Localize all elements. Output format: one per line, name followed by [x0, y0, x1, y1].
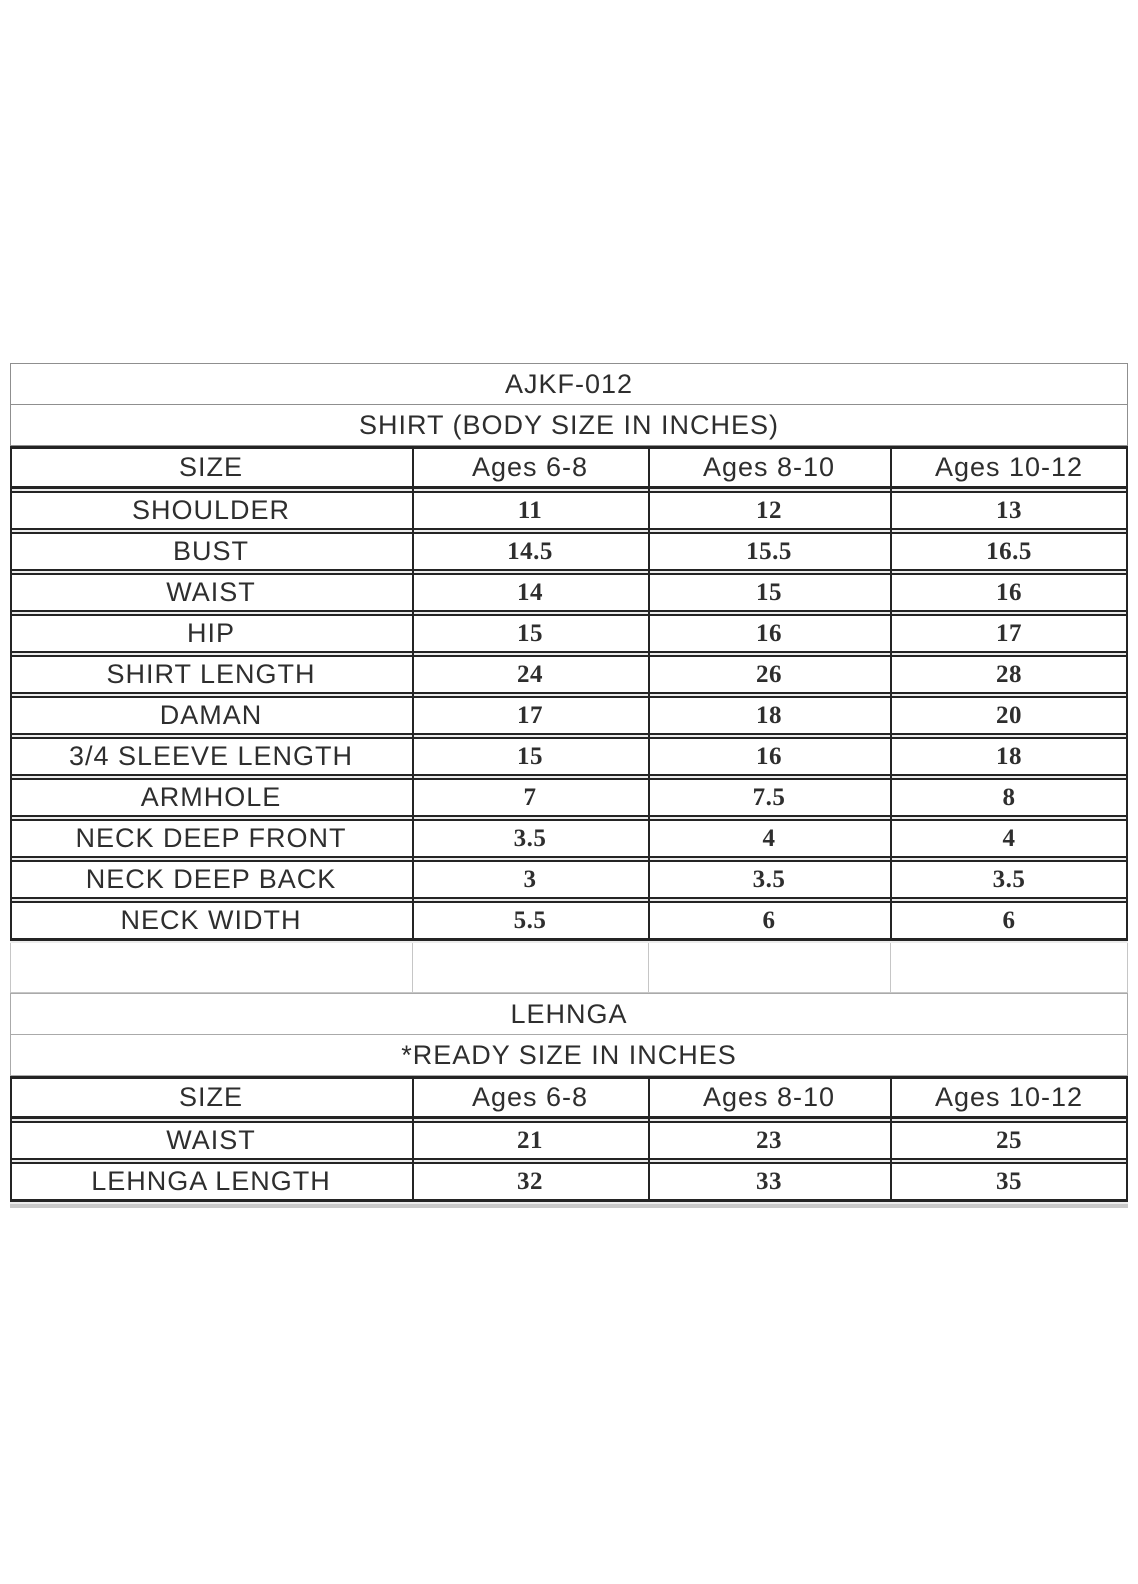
value-cell: 20: [996, 701, 1022, 729]
table-bottom-gridline: [10, 1204, 1128, 1208]
value-cell: 32: [517, 1167, 543, 1195]
table-row-sleeve-length: [10, 737, 1128, 776]
value-cell: 21: [517, 1126, 543, 1154]
header-ages-10-12: Ages 10-12: [934, 1082, 1084, 1112]
value-cell: 6: [762, 906, 776, 934]
column-divider: [890, 446, 892, 941]
column-divider: [412, 446, 414, 941]
value-cell: 16: [756, 742, 782, 770]
header-ages-10-12: Ages 10-12: [934, 452, 1084, 482]
table-row-lehnga-length: [10, 1162, 1128, 1202]
header-size: SIZE: [178, 452, 243, 482]
table-border-left: [10, 1076, 12, 1202]
table-row-shirt-length: [10, 655, 1128, 694]
empty-spreadsheet-row: [10, 943, 1128, 993]
value-cell: 11: [517, 496, 543, 524]
empty-cell: [11, 943, 413, 992]
header-ages-6-8: Ages 6-8: [471, 1082, 589, 1112]
table-row-bust: [10, 532, 1128, 571]
value-cell: 7: [523, 783, 537, 811]
row-label: SHOULDER: [131, 495, 291, 525]
shirt-section-title: SHIRT (BODY SIZE IN INCHES): [358, 409, 780, 440]
value-cell: 17: [996, 619, 1022, 647]
table-row-lehnga-waist: [10, 1121, 1128, 1160]
row-label: NECK WIDTH: [120, 905, 302, 935]
table-row-armhole: [10, 778, 1128, 817]
lehnga-header-row: [10, 1076, 1128, 1119]
value-cell: 17: [517, 701, 543, 729]
table-border-left: [10, 446, 12, 941]
value-cell: 14.5: [507, 537, 553, 565]
row-label: NECK DEEP BACK: [85, 864, 337, 894]
table-row-shoulder: [10, 491, 1128, 530]
value-cell: 35: [996, 1167, 1022, 1195]
value-cell: 25: [996, 1126, 1022, 1154]
table-row-neck-deep-front: [10, 819, 1128, 858]
value-cell: 3.5: [752, 865, 786, 893]
value-cell: 6: [1002, 906, 1016, 934]
row-label: ARMHOLE: [140, 782, 282, 812]
value-cell: 3.5: [513, 824, 547, 852]
table-border-right: [1126, 446, 1128, 941]
table-row-daman: [10, 696, 1128, 735]
table-border-right: [1126, 1076, 1128, 1202]
row-label: WAIST: [166, 577, 256, 607]
column-divider: [890, 1076, 892, 1202]
value-cell: 23: [756, 1126, 782, 1154]
table-row-neck-deep-back: [10, 860, 1128, 899]
empty-cell: [413, 943, 649, 992]
value-cell: 14: [517, 578, 543, 606]
value-cell: 15: [756, 578, 782, 606]
lehnga-section-title-row: [10, 993, 1128, 1035]
value-cell: 33: [756, 1167, 782, 1195]
value-cell: 7.5: [752, 783, 786, 811]
value-cell: 13: [996, 496, 1022, 524]
value-cell: 12: [756, 496, 782, 524]
empty-cell: [891, 943, 1127, 992]
row-label: WAIST: [166, 1125, 256, 1155]
row-label: NECK DEEP FRONT: [75, 823, 347, 853]
shirt-header-row: [10, 446, 1128, 489]
header-ages-8-10: Ages 8-10: [702, 1082, 836, 1112]
value-cell: 16: [996, 578, 1022, 606]
row-label: DAMAN: [159, 700, 263, 730]
header-size: SIZE: [178, 1082, 243, 1112]
lehnga-section-title: LEHNGA: [510, 998, 628, 1029]
value-cell: 24: [517, 660, 543, 688]
column-divider: [648, 1076, 650, 1202]
value-cell: 15: [517, 742, 543, 770]
value-cell: 16: [756, 619, 782, 647]
empty-cell: [649, 943, 891, 992]
table-row-waist: [10, 573, 1128, 612]
value-cell: 15.5: [746, 537, 792, 565]
column-divider: [648, 446, 650, 941]
value-cell: 26: [756, 660, 782, 688]
lehnga-note-row: [10, 1034, 1128, 1076]
lehnga-note: *READY SIZE IN INCHES: [401, 1039, 737, 1070]
value-cell: 8: [1002, 783, 1016, 811]
row-label: LEHNGA LENGTH: [91, 1166, 331, 1196]
value-cell: 4: [762, 824, 776, 852]
row-label: BUST: [172, 536, 249, 566]
table-row-hip: [10, 614, 1128, 653]
lehnga-size-table: [10, 1076, 1128, 1202]
value-cell: 28: [996, 660, 1022, 688]
row-label: 3/4 SLEEVE LENGTH: [68, 741, 354, 771]
value-cell: 5.5: [513, 906, 547, 934]
value-cell: 18: [756, 701, 782, 729]
column-divider: [412, 1076, 414, 1202]
value-cell: 3: [523, 865, 537, 893]
row-label: HIP: [186, 618, 235, 648]
value-cell: 16.5: [986, 537, 1032, 565]
product-code-row: [10, 363, 1128, 405]
header-ages-8-10: Ages 8-10: [702, 452, 836, 482]
value-cell: 3.5: [992, 865, 1026, 893]
value-cell: 18: [996, 742, 1022, 770]
value-cell: 15: [517, 619, 543, 647]
table-row-neck-width: [10, 901, 1128, 941]
row-label: SHIRT LENGTH: [106, 659, 316, 689]
header-ages-6-8: Ages 6-8: [471, 452, 589, 482]
shirt-size-table: [10, 446, 1128, 941]
size-chart-sheet: [10, 363, 1128, 1208]
product-code: AJKF-012: [504, 368, 634, 399]
value-cell: 4: [1002, 824, 1016, 852]
shirt-section-title-row: [10, 404, 1128, 446]
